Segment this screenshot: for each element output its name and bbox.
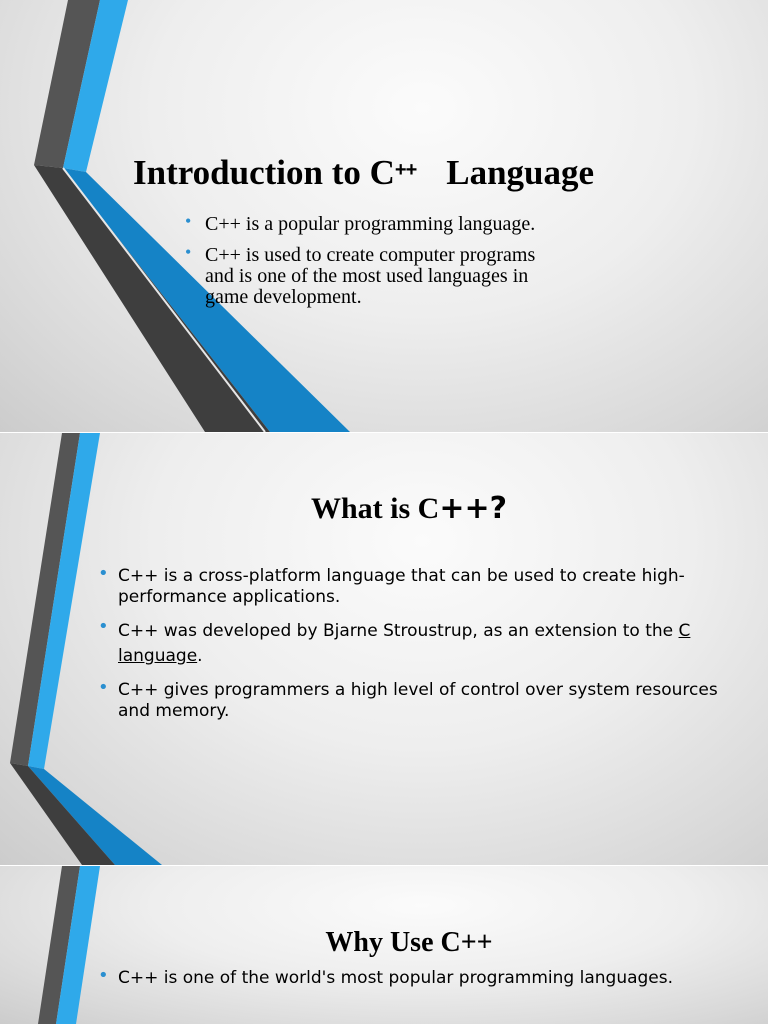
bullet-text: C++ gives programmers a high level of control over system resources and memory. [118, 680, 718, 721]
bullet-text: C++ is a cross-platform language that can be used to create high-performance applications. [118, 566, 685, 607]
slide-2 [0, 433, 768, 865]
list-item [98, 965, 738, 989]
bullet-icon: • [98, 616, 109, 637]
bullet-text: C++ is one of the world's most popular programming languages. [118, 968, 674, 988]
bullet-icon: • [98, 677, 109, 698]
bullet-icon: • [185, 242, 192, 262]
bullet-list [98, 965, 738, 1000]
list-item [98, 563, 738, 608]
slide-3 [0, 866, 768, 1024]
bullet-list [185, 211, 560, 318]
title-suffix: Language [446, 153, 595, 192]
title-prefix: Introduction to C [133, 153, 395, 192]
bullet-icon: • [98, 965, 109, 986]
list-item [98, 677, 738, 722]
slide-title: Why Use C++ [325, 927, 493, 958]
bullet-text: C++ was developed by Bjarne Stroustrup, as an extension to the [118, 621, 679, 641]
list-item [185, 242, 560, 308]
slide-title [0, 491, 768, 527]
bullet-text-end: . [197, 646, 203, 666]
list-item [98, 616, 738, 669]
title-plus: ++? [439, 491, 508, 526]
list-item [185, 211, 560, 235]
c-language-link[interactable]: C language [118, 621, 691, 666]
bullet-list [98, 563, 738, 733]
title-plus: ++ [394, 159, 417, 181]
title-prefix: What is C [310, 492, 440, 525]
bullet-text: C++ is used to create computer programs and is one of the most used languages in game development. [205, 244, 536, 308]
slide-1 [0, 0, 768, 432]
slide-title [133, 150, 594, 193]
bullet-text: C++ is a popular programming language. [205, 213, 536, 235]
bullet-icon: • [185, 211, 192, 231]
bullet-icon: • [98, 563, 109, 584]
